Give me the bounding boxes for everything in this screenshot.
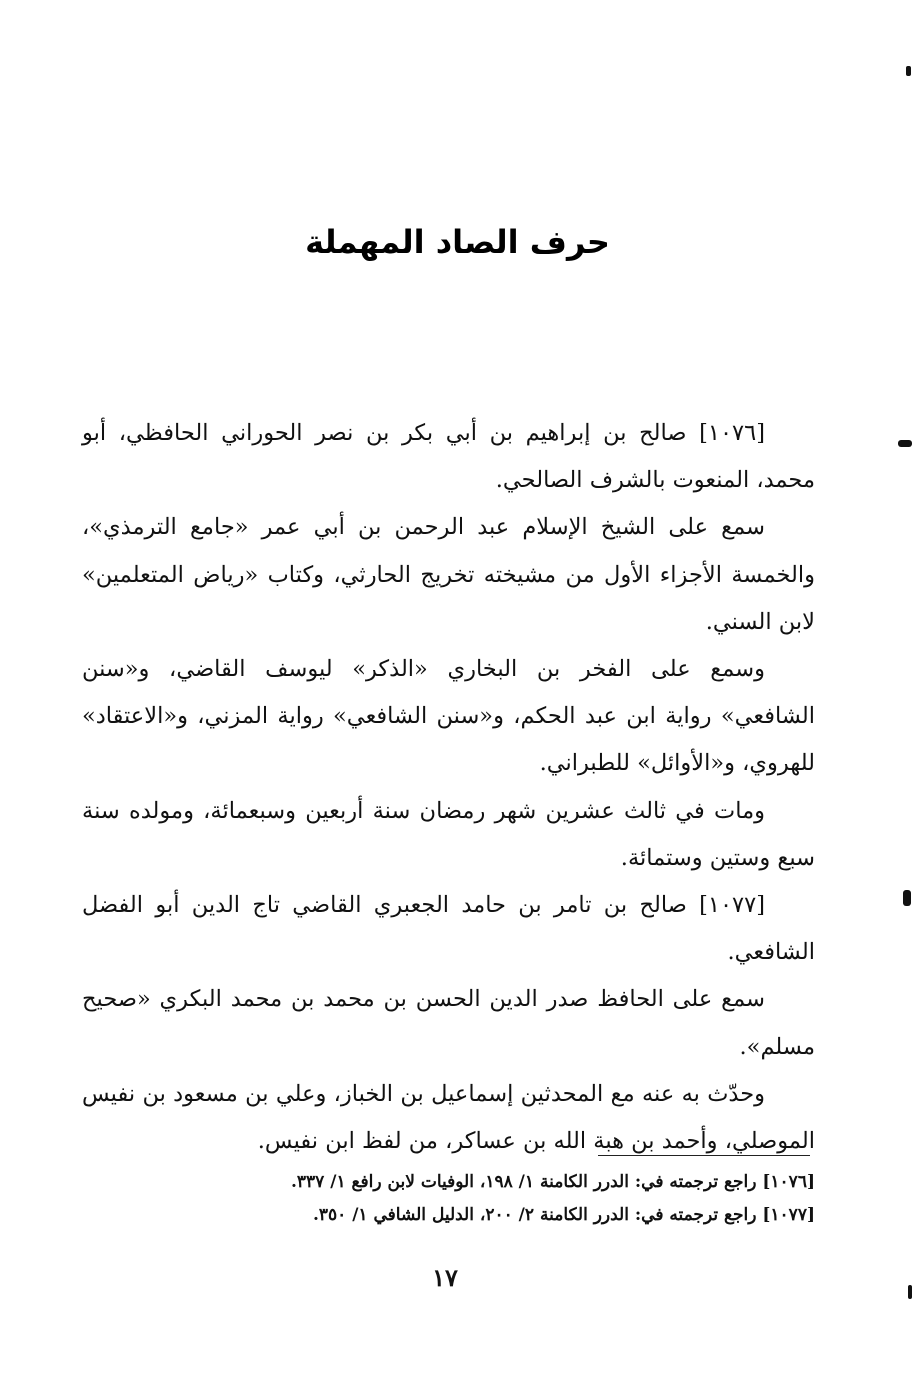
footnotes [82, 1166, 815, 1232]
entry-1076-paragraph-3: ومات في ثالث عشرين شهر رمضان سنة أربعين وسبعمائة، ومولده سنة سبع وستين وستمائة. [82, 797, 815, 871]
footnote-divider [598, 1155, 810, 1156]
page-number: ١٧ [432, 1263, 458, 1292]
entry-1077-paragraph-1: سمع على الحافظ صدر الدين الحسن بن محمد بن محمد البكري «صحيح مسلم». [82, 986, 815, 1060]
entry-1076-paragraph-2: وسمع على الفخر بن البخاري «الذكر» ليوسف القاضي، و«سنن الشافعي» رواية ابن عبد الحكم، و«سنن الشافعي» رواية المزني، و«الاعتقاد» للهروي، و«الأوائل» للطبراني. [82, 656, 815, 777]
entry-1077-paragraph-2: وحدّث به عنه مع المحدثين إسماعيل بن الخباز، وعلي بن مسعود بن نفيس الموصلي، وأحمد بن هبة الله بن عساكر، من لفظ ابن نفيس. [82, 1080, 815, 1155]
section-heading: حرف الصاد المهملة [305, 223, 610, 261]
scan-speck [908, 1285, 912, 1299]
scan-speck [906, 66, 911, 76]
footnote-1076: [١٠٧٦] راجع ترجمته في: الدرر الكامنة ١/ ١٩٨، الوفيات لابن رافع ١/ ٣٣٧. [290, 1172, 815, 1192]
footnote-1077: [١٠٧٧] راجع ترجمته في: الدرر الكامنة ٢/ ٢٠٠، الدليل الشافي ١/ ٣٥٠. [312, 1205, 815, 1225]
entry-1076-header: [١٠٧٦] صالح بن إبراهيم بن أبي بكر بن نصر الحوراني الحافظي، أبو محمد، المنعوت بالشرف الصالحي. [82, 420, 815, 494]
entry-1076-paragraph-1: سمع على الشيخ الإسلام عبد الرحمن بن أبي عمر «جامع الترمذي»، والخمسة الأجزاء الأول من مشيخته تخريج الحارثي، وكتاب «رياض المتعلمين» لابن السني. [82, 514, 815, 635]
entry-1077-header: [١٠٧٧] صالح بن تامر بن حامد الجعبري القاضي تاج الدين أبو الفضل الشافعي. [82, 892, 815, 966]
scan-speck [903, 890, 911, 906]
body-text [82, 410, 815, 1165]
scan-speck [898, 440, 912, 447]
